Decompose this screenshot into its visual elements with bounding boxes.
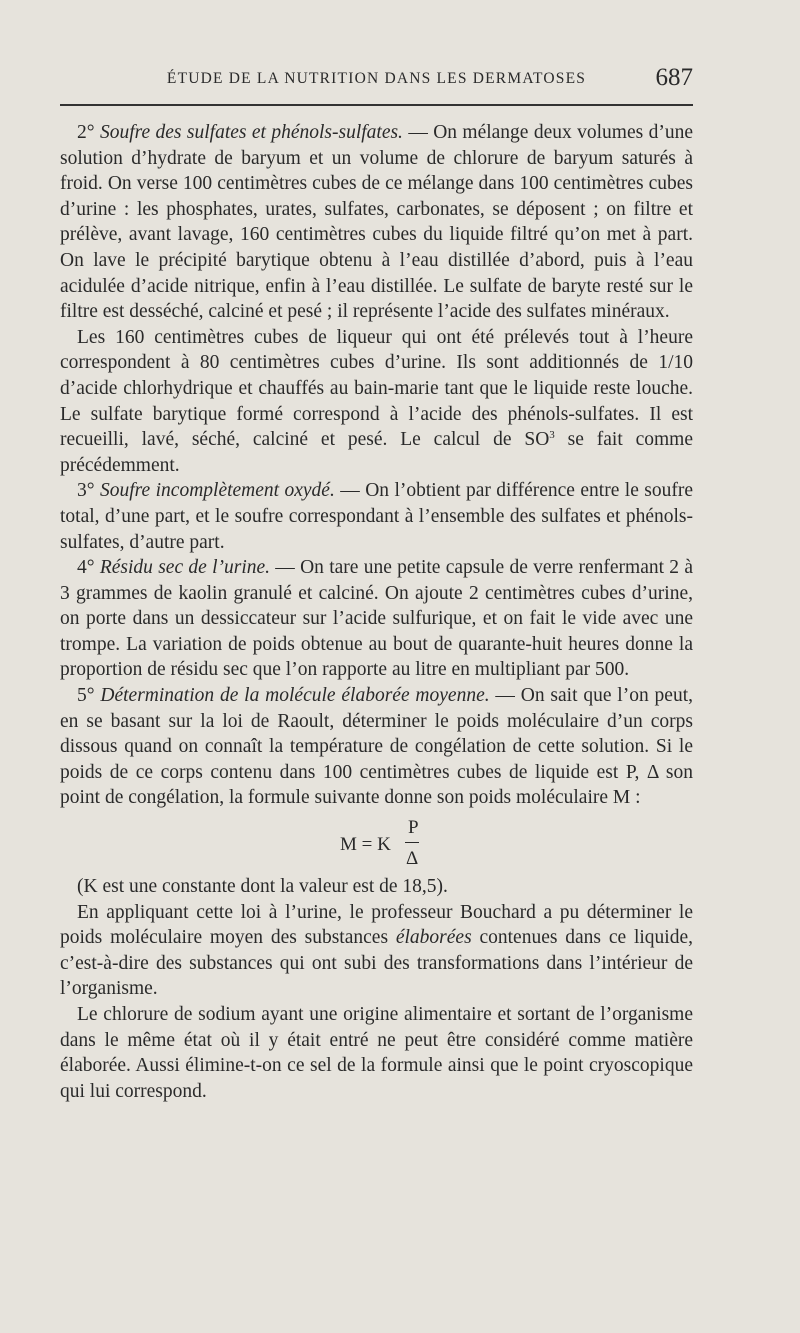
formula-lhs: M = K — [340, 834, 391, 856]
section-number: 2° — [77, 122, 95, 143]
fraction-bar — [405, 842, 419, 843]
paragraph-molecule — [60, 683, 693, 811]
superscript: 3 — [549, 429, 555, 442]
paragraph-soufre-oxyde — [60, 478, 693, 555]
paragraph-text: — On mélange deux volumes d’une solution d’hydrate de baryum et un volume de chlorure de baryum saturés à froid. On verse 100 centimètres cubes de ce mélange dans 100 centimètres cubes d’urine : les phosphates, urates, sulfates, carbonates, se déposent ; on filtre et prélève, avant lavage, 160 centimètres cubes du liquide filtré qu’on met à part. On lave le précipité barytique obtenu à l’eau distillée d’abord, puis à l’eau acidulée d’acide nitrique, enfin à l’eau distillée. Le sulfate de baryte resté sur le filtre est desséché, calciné et pesé ; il représente l’acide des sulfates minéraux. — [60, 122, 693, 323]
body-text — [60, 120, 693, 1104]
paragraph-text: contenues dans ce liquide, c’est-à-dire des substances qui ont subi des transformations dans l’intérieur de l’organisme. — [60, 927, 694, 1000]
section-heading: Résidu sec de l’urine. — [99, 557, 271, 579]
paragraph-residu-sec — [60, 555, 693, 683]
running-head — [60, 66, 693, 94]
section-number: 3° — [77, 480, 95, 502]
section-number: 4° — [77, 557, 95, 579]
paragraph-text: — On sait que l’on peut, en se basant sur la loi de Raoult, déterminer le poids moléculaire d’un corps dissous quand on connaît la température de congélation de cette solution. Si le poids de ce corps contenu dans 100 centimètres cubes de liquide est P, Δ son point de congélation, la formule suivante donne son poids moléculaire M : — [60, 685, 693, 809]
page-number: 687 — [655, 64, 693, 91]
paragraph-constante — [60, 874, 693, 900]
paragraph-text: — On l’obtient par différence entre le soufre total, d’une part, et le soufre correspondant à l’ensemble des sulfates et phénols-sulfates, d’autre part. — [60, 480, 694, 553]
paragraph-text: — On tare une petite capsule de verre renfermant 2 à 3 grammes de kaolin granulé et calciné. On ajoute 2 centimètres cubes d’urine, on porte dans un dessiccateur sur l’acide sulfurique, et on fait le vide avec une trompe. La variation de poids obtenue au bout de quarante-huit heures donne la proportion de résidu sec que l’on rapporte au litre en multipliant par 500. — [60, 557, 693, 681]
section-heading: Soufre incomplètement oxydé. — [100, 480, 335, 502]
running-head-title: ÉTUDE DE LA NUTRITION DANS LES DERMATOSES — [166, 70, 587, 87]
formula-numerator: P — [408, 817, 419, 839]
paragraph-chlorure — [60, 1002, 693, 1104]
section-heading: Soufre des sulfates et phénols-sulfates. — [99, 122, 403, 143]
section-number: 5° — [77, 685, 95, 707]
paragraph-bouchard — [60, 900, 693, 1002]
header-rule — [60, 104, 693, 106]
emphasis: élaborées — [395, 927, 472, 949]
section-heading: Détermination de la molécule élaborée moyenne. — [100, 685, 490, 707]
paragraph-text: Les 160 centimètres cubes de liqueur qui ont été prélevés tout à l’heure correspondent à 80 centimètres cubes d’urine. Ils sont additionnés de 1/10 d’acide chlorhydrique et chauffés au bain-marie tant que le liquide reste louche. Le sulfate barytique formé correspond à l’acide des phénols-sulfates. Il est recueilli, lavé, séché, calciné et pesé. Le calcul de SO — [60, 326, 693, 451]
paragraph-text: Le chlorure de sodium ayant une origine alimentaire et sortant de l’organisme dans le même état où il y était entré ne peut être considéré comme matière élaborée. Aussi élimine-t-on ce sel de la formule ainsi que le point cryoscopique qui lui correspond. — [60, 1004, 693, 1102]
paragraph-text: En appliquant cette loi à l’urine, le professeur Bouchard a pu déterminer le poids moléculaire moyen des substances — [60, 901, 693, 949]
paragraph-text: (K est une constante dont la valeur est de 18,5). — [77, 876, 448, 898]
formula-denominator: Δ — [406, 848, 419, 870]
formula — [60, 815, 693, 871]
paragraph-phenols — [60, 325, 693, 479]
paragraph-sulfates — [60, 120, 693, 325]
paragraph-text: se fait comme précédemment. — [60, 429, 694, 476]
